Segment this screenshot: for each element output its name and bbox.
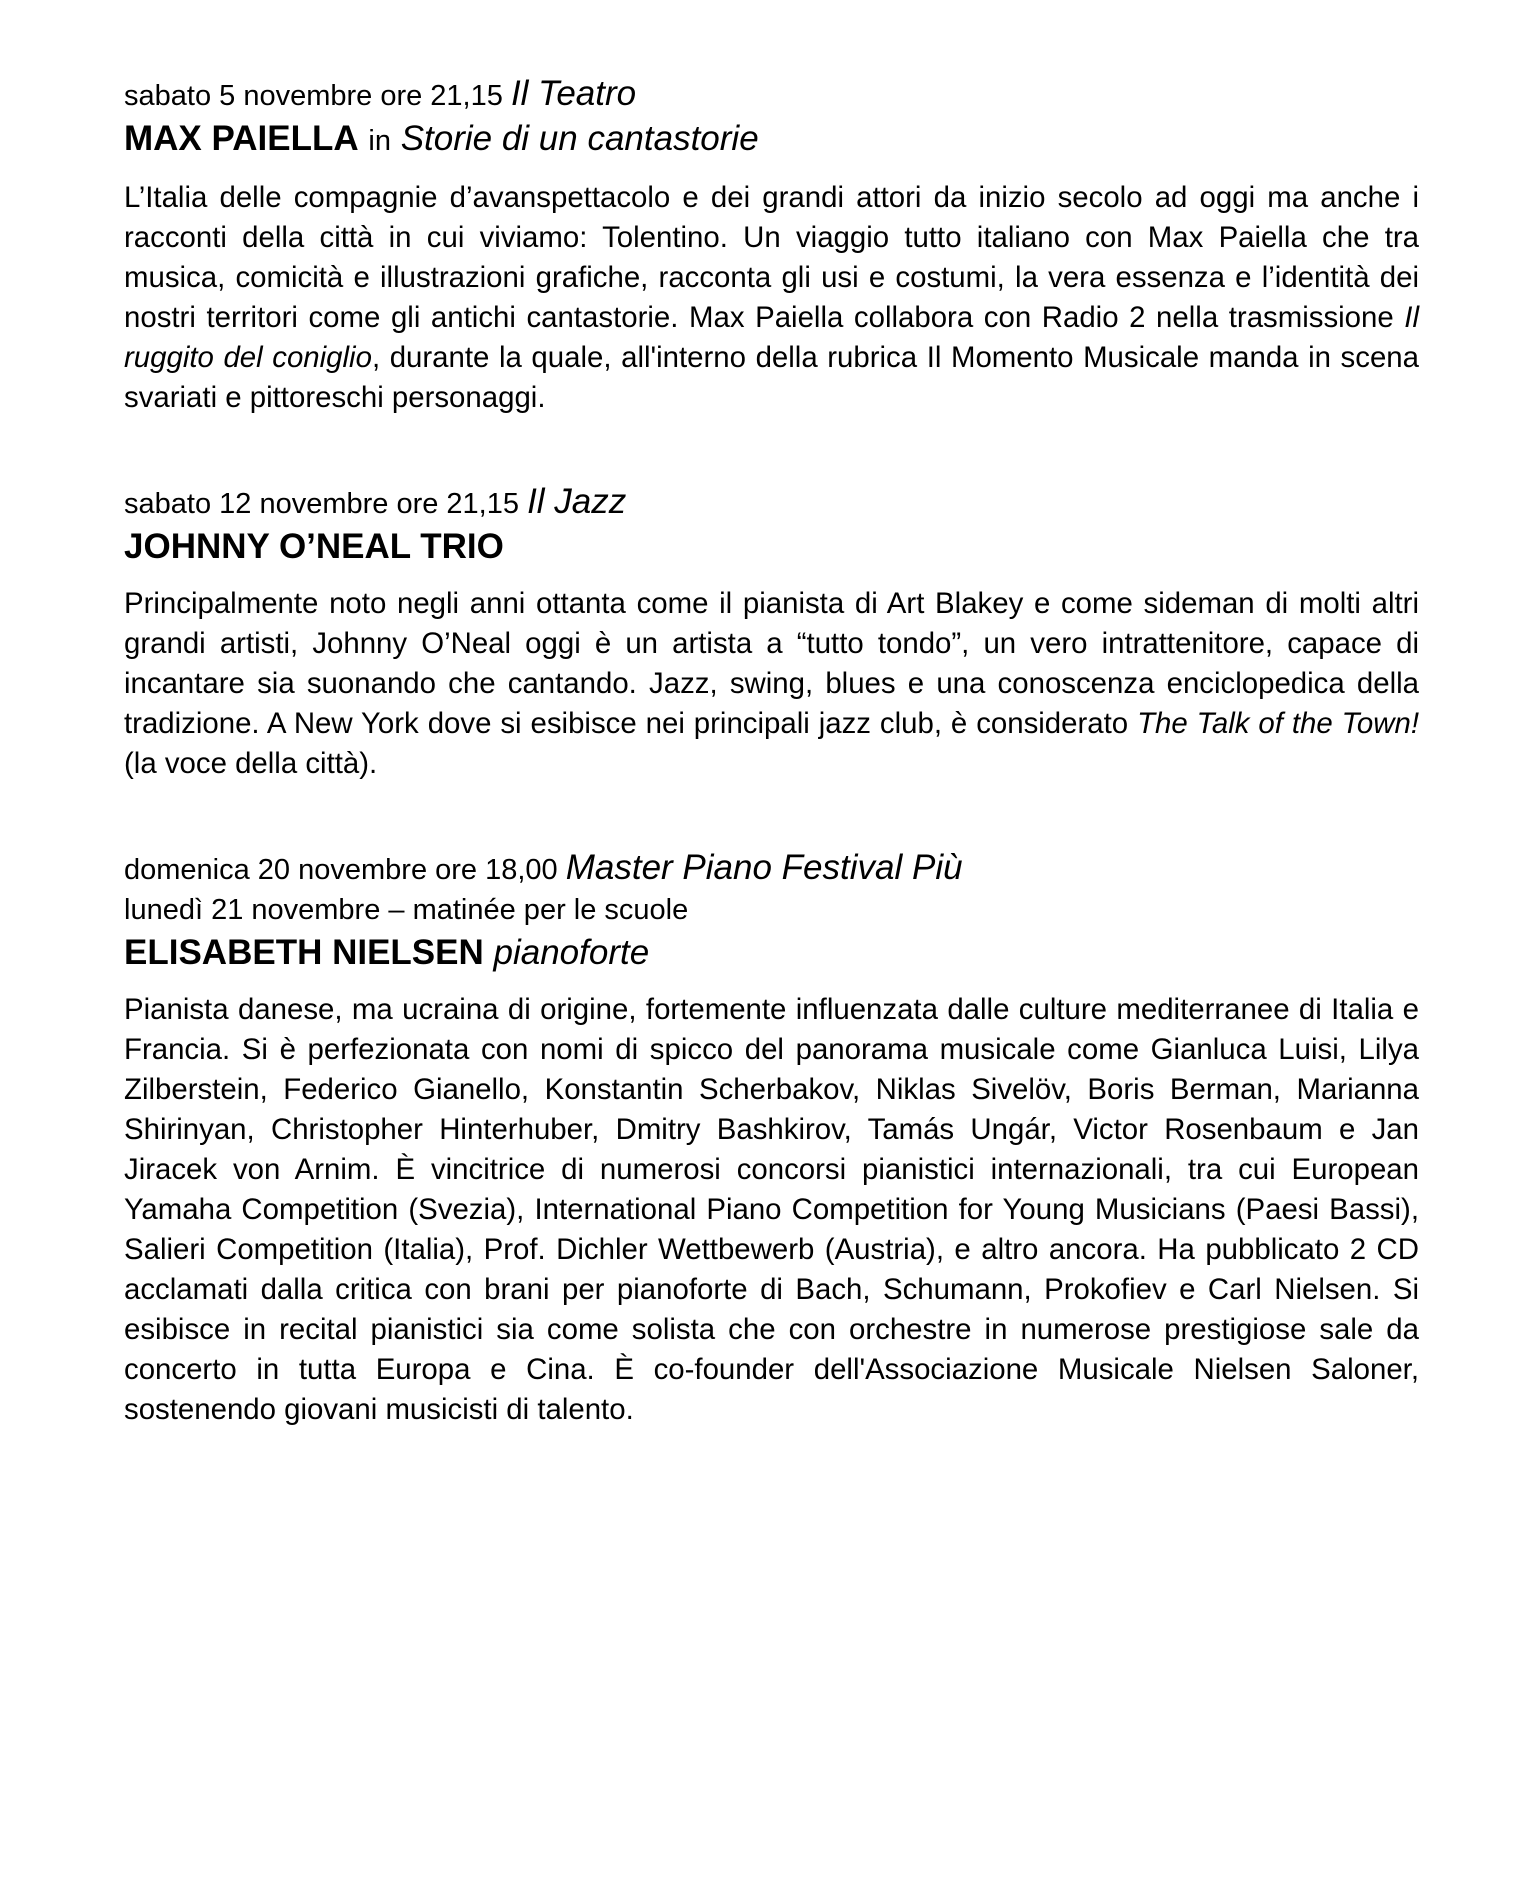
event-description <box>124 178 1419 418</box>
description-text: , durante la quale, all'interno della rubrica Il Momento Musicale manda in scena svariati e pittoreschi personaggi. <box>124 341 1419 414</box>
performer-instrument: pianoforte <box>493 933 650 972</box>
nickname-quote: The Talk of the Town! <box>1137 707 1419 740</box>
event-date: sabato 5 novembre ore 21,15 <box>124 80 503 112</box>
event-secondary-date: lunedì 21 novembre – matinée per le scuole <box>124 894 689 926</box>
show-title: Storie di un cantastorie <box>400 119 759 158</box>
performer-name: JOHNNY O’NEAL TRIO <box>124 527 504 566</box>
title-connector: in <box>368 125 391 157</box>
event-title <box>124 930 1419 976</box>
event-series: Il Teatro <box>510 74 637 113</box>
event-series: Il Jazz <box>527 482 627 521</box>
program-title: Il ruggito del coniglio <box>124 301 1419 374</box>
event-title <box>124 524 1419 570</box>
event-johnny-oneal-trio <box>124 482 1419 784</box>
performer-name: MAX PAIELLA <box>124 119 359 158</box>
event-max-paiella <box>124 74 1419 418</box>
event-date-line <box>124 482 1419 524</box>
event-description <box>124 584 1419 784</box>
description-text: L’Italia delle compagnie d’avanspettacolo e dei grandi attori da inizio secolo ad oggi ma anche i racconti della città in cui viviamo: Tolentino. Un viaggio tutto italiano con Max Paiella che tra musica, comicità e illustrazioni grafiche, racconta gli usi e costumi, la vera essenza e l’identità dei nostri territori come gli antichi cantastorie. Max Paiella collabora con Radio 2 nella trasmissione <box>124 181 1419 334</box>
event-elisabeth-nielsen <box>124 848 1419 1430</box>
description-text: (la voce della città). <box>124 747 378 780</box>
event-series: Master Piano Festival Più <box>565 848 963 887</box>
performer-name: ELISABETH NIELSEN <box>124 933 484 972</box>
event-title <box>124 116 1419 164</box>
event-date: domenica 20 novembre ore 18,00 <box>124 854 558 886</box>
event-date: sabato 12 novembre ore 21,15 <box>124 488 519 520</box>
event-date-line <box>124 74 1419 116</box>
event-description: Pianista danese, ma ucraina di origine, fortemente influenzata dalle culture mediterranee di Italia e Francia. Si è perfezionata con nomi di spicco del panorama musicale come Gianluca Luisi, Lilya Zilberstein, Federico Gianello, Konstantin Scherbakov, Niklas Sivelöv, Boris Berman, Marianna Shirinyan, Christopher Hinterhuber, Dmitry Bashkirov, Tamás Ungár, Victor Rosenbaum e Jan Jiracek von Arnim. È vincitrice di numerosi concorsi pianistici internazionali, tra cui European Yamaha Competition (Svezia), International Piano Competition for Young Musicians (Paesi Bassi), Salieri Competition (Italia), Prof. Dichler Wettbewerb (Austria), e altro ancora. Ha pubblicato 2 CD acclamati dalla critica con brani per pianoforte di Bach, Schumann, Prokofiev e Carl Nielsen. Si esibisce in recital pianistici sia come solista che con orchestre in numerose prestigiose sale da concerto in tutta Europa e Cina. È co-founder dell'Associazione Musicale Nielsen Saloner, sostenendo giovani musicisti di talento. <box>124 993 1419 1426</box>
event-date-line <box>124 848 1419 890</box>
description-text: Principalmente noto negli anni ottanta come il pianista di Art Blakey e come sideman di molti altri grandi artisti, Johnny O’Neal oggi è un artista a “tutto tondo”, un vero intrattenitore, capace di incantare sia suonando che cantando. Jazz, swing, blues e una conoscenza enciclopedica della tradizione. A New York dove si esibisce nei principali jazz club, è considerato <box>124 587 1419 740</box>
